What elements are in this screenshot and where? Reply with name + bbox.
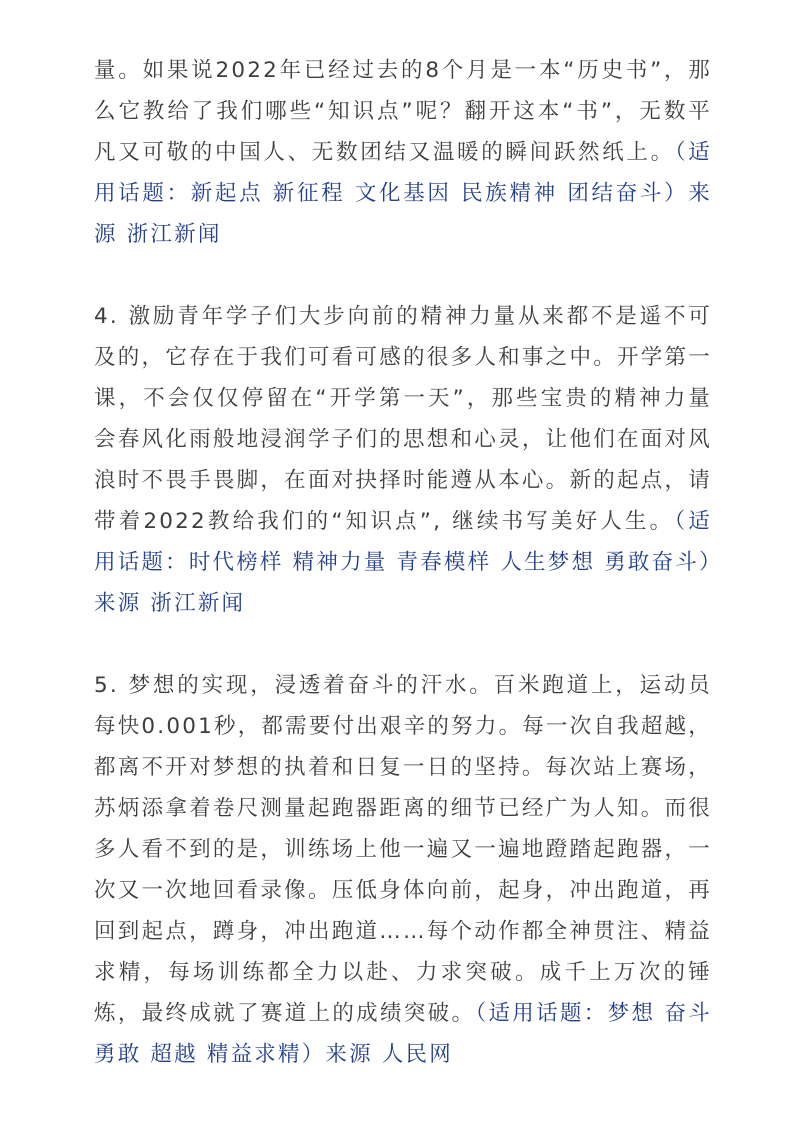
paragraph-text: 5. 梦想的实现，浸透着奋斗的汗水。百米跑道上，运动员每快0.001秒，都需要付出艰辛的努力。每一次自我超越，都离不开对梦想的执着和日复一日的坚持。每次站上赛场，苏炳添拿着卷尺测量起跑器距离的细节已经广为人知。而很多人看不到的是，训练场上他一遍又一遍地蹬踏起跑器，一次又一次地回看录像。压低身体向前，起身，冲出跑道，再回到起点，蹲身，冲出跑道……每个动作都全神贯注、精益求精，每场训练都全力以赴、力求突破。成千上万次的锤炼，最终成就了赛道上的成绩突破。 xyxy=(94,673,712,1026)
paragraph-4 xyxy=(94,296,712,624)
article-body xyxy=(94,50,712,1075)
paragraph-5 xyxy=(94,665,712,1075)
topic-source-tag: （适用话题：梦想 奋斗 勇敢 超越 精益求精）来源 人民网 xyxy=(94,1001,712,1067)
paragraph-3-continuation xyxy=(94,50,712,255)
topic-source-tag: （适用话题：时代榜样 精神力量 青春模样 人生梦想 勇敢奋斗）来源 浙江新闻 xyxy=(94,509,712,616)
paragraph-text: 量。如果说2022年已经过去的8个月是一本“历史书”，那么它教给了我们哪些“知识点”呢？翻开这本“书”，无数平凡又可敬的中国人、无数团结又温暖的瞬间跃然纸上。 xyxy=(94,58,712,165)
topic-source-tag: （适用话题：新起点 新征程 文化基因 民族精神 团结奋斗）来源 浙江新闻 xyxy=(94,140,712,247)
paragraph-text: 4. 激励青年学子们大步向前的精神力量从来都不是遥不可及的，它存在于我们可看可感的很多人和事之中。开学第一课，不会仅仅停留在“开学第一天”，那些宝贵的精神力量会春风化雨般地浸润学子们的思想和心灵，让他们在面对风浪时不畏手畏脚，在面对抉择时能遵从本心。新的起点，请带着2022教给我们的“知识点”, 继续书写美好人生。 xyxy=(94,304,712,534)
